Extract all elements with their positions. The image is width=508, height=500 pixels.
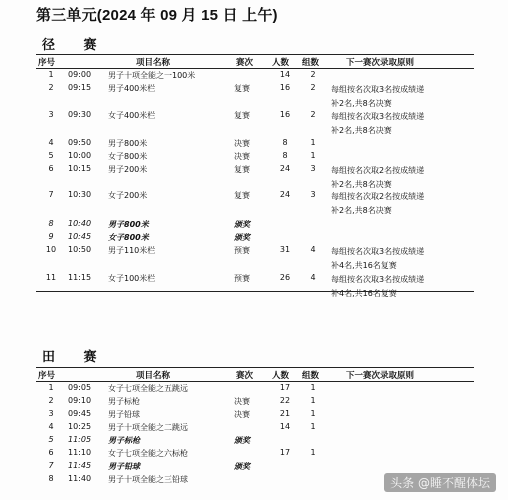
table-row [36,69,474,82]
row-number: 1 [48,383,54,392]
row-number: 3 [48,409,54,418]
row-number: 2 [48,396,54,405]
col-event-header: 项目名称 [136,371,171,381]
row-round: 颁奖 [234,220,250,229]
table-row [36,231,474,244]
field-section-title: 田 赛 [42,350,109,365]
row-time: 11:10 [68,448,92,457]
row-groups: 2 [310,70,316,79]
row-people: 21 [279,409,291,418]
row-event: 男子400米栏 [108,84,156,93]
page-title: 第三单元(2024 年 09 月 15 日 上午) [36,7,278,24]
row-event: 女子100米栏 [108,274,156,283]
row-number: 3 [48,110,54,119]
row-event: 男子800米 [108,220,149,229]
table-row [36,137,474,150]
row-time: 09:30 [68,110,92,119]
row-time: 10:15 [68,164,92,173]
row-time: 10:00 [68,151,92,160]
row-event: 女子800米 [108,233,149,242]
table-row [36,189,474,218]
table-row [36,109,474,137]
row-event: 女子800米 [108,152,148,161]
row-people: 16 [279,83,291,92]
row-round: 颁奖 [234,233,250,242]
row-event: 男子铅球 [108,410,140,419]
row-people: 17 [279,383,291,392]
row-groups: 1 [310,383,316,392]
row-people: 16 [279,110,291,119]
row-time: 09:05 [68,383,92,392]
row-time: 11:45 [68,461,92,470]
row-round: 决赛 [234,410,250,419]
row-number: 9 [48,232,54,241]
row-time: 10:40 [68,219,92,228]
row-note: 每组按名次取3名按成绩递补4名,共16名复赛 [331,247,425,270]
row-number: 4 [48,422,54,431]
track-table-header [36,54,474,69]
table-row [36,244,474,272]
row-time: 10:25 [68,422,92,431]
row-people: 14 [279,70,291,79]
row-number: 10 [45,245,57,254]
table-row [36,460,474,473]
field-table [36,367,474,486]
row-time: 09:45 [68,409,92,418]
table-row [36,447,474,460]
row-number: 8 [48,219,54,228]
row-number: 7 [48,461,54,470]
col-groups-header: 组数 [302,371,320,381]
row-event: 女子200米 [108,191,148,200]
row-groups: 4 [310,273,316,282]
row-event: 男子110米栏 [108,246,156,255]
col-event-header: 项目名称 [136,58,171,68]
row-groups: 1 [310,422,316,431]
row-round: 预赛 [234,274,250,283]
row-round: 决赛 [234,152,250,161]
watermark: 头条 @睡不醒体坛 [384,473,496,492]
row-people: 14 [279,422,291,431]
row-note: 每组按名次取3名按成绩递补4名,共16名复赛 [331,275,425,298]
row-event: 男子铅球 [108,462,140,471]
row-time: 10:45 [68,232,92,241]
table-row [36,218,474,231]
row-round: 复赛 [234,191,250,200]
row-people: 8 [282,151,288,160]
row-round: 复赛 [234,84,250,93]
table-row [36,150,474,163]
row-event: 男子十项全能之二跳远 [108,423,188,432]
row-number: 8 [48,474,54,483]
row-round: 复赛 [234,165,250,174]
row-time: 11:15 [68,273,92,282]
row-event: 女子七项全能之六标枪 [108,449,188,458]
row-note: 每组按名次取3名按成绩递补2名,共8名决赛 [331,85,425,108]
row-event: 男子800米 [108,139,148,148]
row-groups: 3 [310,190,316,199]
col-groups-header: 组数 [302,58,320,68]
row-event: 男子十项全能之一100米 [108,71,196,80]
row-number: 2 [48,83,54,92]
row-round: 颁奖 [234,462,250,471]
row-note: 每组按名次取2名按成绩递补2名,共8名决赛 [331,192,425,215]
track-table-bottom-rule [36,291,474,292]
row-groups: 2 [310,83,316,92]
row-round: 复赛 [234,111,250,120]
row-number: 6 [48,164,54,173]
col-note-header: 下一赛次录取原则 [346,58,415,68]
row-event: 男子200米 [108,165,148,174]
row-groups: 1 [310,151,316,160]
row-people: 8 [282,138,288,147]
row-groups: 3 [310,164,316,173]
row-time: 10:30 [68,190,92,199]
row-note: 每组按名次取2名按成绩递补2名,共8名决赛 [331,166,425,189]
row-people: 24 [279,190,291,199]
row-people: 26 [279,273,291,282]
row-number: 5 [48,151,54,160]
row-time: 11:05 [68,435,92,444]
col-note-header: 下一赛次录取原则 [346,371,415,381]
row-round: 决赛 [234,139,250,148]
col-people-header: 人数 [272,371,290,381]
row-groups: 2 [310,110,316,119]
row-people: 24 [279,164,291,173]
field-table-header [36,367,474,382]
table-row [36,82,474,109]
table-row [36,382,474,395]
row-time: 09:00 [68,70,92,79]
row-people: 22 [279,396,291,405]
row-event: 女子七项全能之五跳远 [108,384,188,393]
row-number: 7 [48,190,54,199]
row-event: 女子400米栏 [108,111,156,120]
table-row [36,163,474,189]
table-row [36,408,474,421]
row-groups: 4 [310,245,316,254]
row-number: 6 [48,448,54,457]
col-round-header: 赛次 [236,58,254,68]
col-no-header: 序号 [38,58,56,68]
row-time: 09:15 [68,83,92,92]
row-event: 男子标枪 [108,436,140,445]
track-table [36,54,474,300]
row-people: 31 [279,245,291,254]
row-groups: 1 [310,138,316,147]
table-row [36,434,474,447]
row-people: 17 [279,448,291,457]
row-groups: 1 [310,396,316,405]
track-section-title: 径 赛 [42,38,109,53]
row-round: 颁奖 [234,436,250,445]
row-round: 预赛 [234,246,250,255]
row-note: 每组按名次取3名按成绩递补2名,共8名决赛 [331,112,425,135]
row-groups: 1 [310,409,316,418]
table-row [36,395,474,408]
row-event: 男子标枪 [108,397,140,406]
row-event: 男子十项全能之三铅球 [108,475,188,484]
table-row [36,272,474,300]
col-round-header: 赛次 [236,371,254,381]
row-time: 11:40 [68,474,92,483]
row-number: 4 [48,138,54,147]
row-round: 决赛 [234,397,250,406]
row-number: 1 [48,70,54,79]
row-time: 09:10 [68,396,92,405]
table-row [36,421,474,434]
row-groups: 1 [310,448,316,457]
row-time: 09:50 [68,138,92,147]
col-no-header: 序号 [38,371,56,381]
col-people-header: 人数 [272,58,290,68]
row-number: 5 [48,435,54,444]
row-number: 11 [45,273,57,282]
row-time: 10:50 [68,245,92,254]
